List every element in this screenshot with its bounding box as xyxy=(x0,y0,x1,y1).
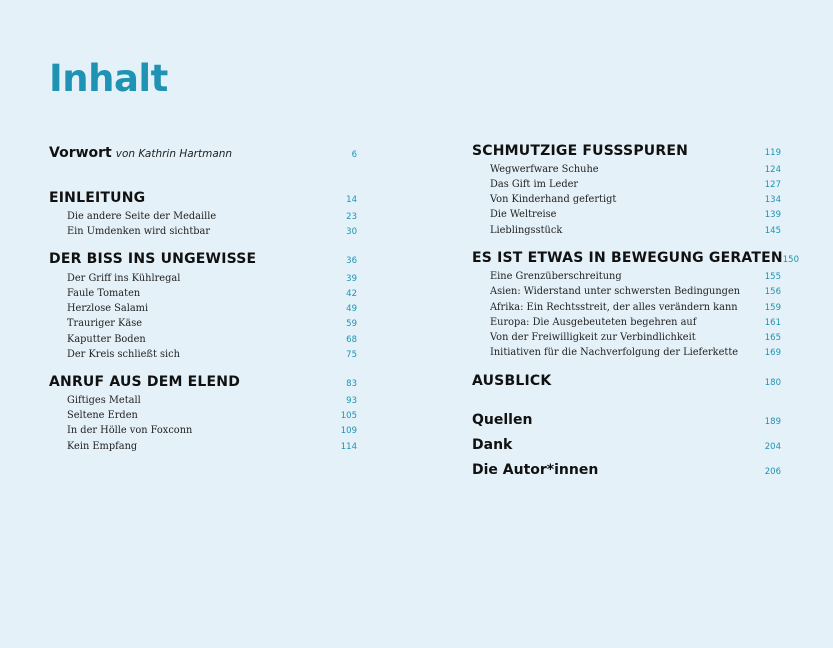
toc-entry-quellen[interactable] xyxy=(472,412,781,428)
toc-subentry[interactable] xyxy=(49,211,357,222)
page-number: 59 xyxy=(346,319,357,329)
toc-chapter[interactable] xyxy=(49,251,357,267)
page-title: Inhalt xyxy=(49,57,168,100)
toc-subentry-label: Lieblingsstück xyxy=(490,225,563,236)
page-number: 127 xyxy=(764,180,781,190)
toc-subentry-label: Europa: Die Ausgebeuteten begehren auf xyxy=(490,317,697,328)
toc-subentry-label: Initiativen für die Nachverfolgung der Lieferkette xyxy=(490,347,739,358)
toc-heading: AUSBLICK xyxy=(472,373,552,389)
page-number: 134 xyxy=(764,195,781,205)
toc-subentry-label: In der Hölle von Foxconn xyxy=(67,425,193,436)
page-number: 165 xyxy=(764,333,781,343)
toc-subentry[interactable] xyxy=(472,271,781,282)
toc-subentry[interactable] xyxy=(472,209,781,220)
page-number: 161 xyxy=(764,318,781,328)
toc-heading: EINLEITUNG xyxy=(49,190,146,206)
page-number: 23 xyxy=(346,212,357,222)
toc-subentry-label: Wegwerfware Schuhe xyxy=(490,164,599,175)
page-number: 83 xyxy=(346,379,357,389)
toc-subentry-label: Die Weltreise xyxy=(490,209,557,220)
toc-heading: Die Autor*innen xyxy=(472,462,599,478)
toc-chapter[interactable] xyxy=(472,373,781,389)
toc-entry-dank[interactable] xyxy=(472,437,781,453)
page-number: 180 xyxy=(764,378,781,388)
toc-subentry[interactable] xyxy=(49,410,357,421)
toc-heading: SCHMUTZIGE FUSSSPUREN xyxy=(472,143,689,159)
toc-subentry[interactable] xyxy=(49,303,357,314)
page-number: 150 xyxy=(782,255,799,265)
toc-heading-author: von Kathrin Hartmann xyxy=(115,148,233,160)
toc-subentry-label: Trauriger Käse xyxy=(67,318,143,329)
toc-heading: Vorwort xyxy=(49,145,112,161)
toc-subentry-label: Von Kinderhand gefertigt xyxy=(490,194,617,205)
page-number: 42 xyxy=(346,289,357,299)
toc-subentry[interactable] xyxy=(472,179,781,190)
toc-entry-vorwort[interactable] xyxy=(49,145,357,161)
toc-subentry-label: Das Gift im Leder xyxy=(490,179,579,190)
page-number: 155 xyxy=(764,272,781,282)
toc-subentry[interactable] xyxy=(49,226,357,237)
toc-subentry-label: Kaputter Boden xyxy=(67,334,146,345)
page-number: 36 xyxy=(346,256,357,266)
toc-subentry[interactable] xyxy=(472,317,781,328)
toc-subentry[interactable] xyxy=(49,425,357,436)
toc-subentry[interactable] xyxy=(472,225,781,236)
toc-heading: Dank xyxy=(472,437,513,453)
page-number: 159 xyxy=(764,303,781,313)
toc-subentry[interactable] xyxy=(472,347,781,358)
toc-subentry-label: Afrika: Ein Rechtsstreit, der alles verändern kann xyxy=(490,302,738,313)
toc-chapter[interactable] xyxy=(472,250,799,266)
page-number: 145 xyxy=(764,226,781,236)
toc-subentry-label: Faule Tomaten xyxy=(67,288,141,299)
toc-subentry-label: Der Kreis schließt sich xyxy=(67,349,180,360)
toc-subentry[interactable] xyxy=(472,286,781,297)
toc-subentry-label: Von der Freiwilligkeit zur Verbindlichkeit xyxy=(490,332,696,343)
page-number: 93 xyxy=(346,396,357,406)
toc-subentry[interactable] xyxy=(49,288,357,299)
toc-subentry[interactable] xyxy=(472,332,781,343)
toc-subentry-label: Die andere Seite der Medaille xyxy=(67,211,217,222)
toc-heading: DER BISS INS UNGEWISSE xyxy=(49,251,257,267)
toc-chapter[interactable] xyxy=(49,190,357,206)
page-number: 189 xyxy=(764,417,781,427)
toc-subentry-label: Kein Empfang xyxy=(67,441,138,452)
page-number: 119 xyxy=(764,148,781,158)
page-number: 206 xyxy=(764,467,781,477)
toc-subentry[interactable] xyxy=(49,273,357,284)
toc-subentry-label: Herzlose Salami xyxy=(67,303,149,314)
toc-chapter[interactable] xyxy=(49,374,357,390)
page-number: 39 xyxy=(346,274,357,284)
toc-subentry-label: Asien: Widerstand unter schwersten Bedingungen xyxy=(490,286,741,297)
toc-chapter[interactable] xyxy=(472,143,781,159)
page-number: 204 xyxy=(764,442,781,452)
page-number: 124 xyxy=(764,165,781,175)
page-number: 75 xyxy=(346,350,357,360)
page-number: 30 xyxy=(346,227,357,237)
toc-subentry-label: Eine Grenzüberschreitung xyxy=(490,271,622,282)
toc-subentry[interactable] xyxy=(49,318,357,329)
toc-heading: Quellen xyxy=(472,412,533,428)
toc-subentry[interactable] xyxy=(49,349,357,360)
page-number: 14 xyxy=(346,195,357,205)
page-number: 105 xyxy=(340,411,357,421)
toc-subentry[interactable] xyxy=(472,302,781,313)
toc-subentry-label: Seltene Erden xyxy=(67,410,138,421)
toc-subentry-label: Ein Umdenken wird sichtbar xyxy=(67,226,211,237)
toc-subentry[interactable] xyxy=(49,395,357,406)
page-number: 139 xyxy=(764,210,781,220)
toc-heading: ANRUF AUS DEM ELEND xyxy=(49,374,241,390)
page-number: 109 xyxy=(340,426,357,436)
page-number: 169 xyxy=(764,348,781,358)
toc-subentry-label: Giftiges Metall xyxy=(67,395,141,406)
toc-subentry[interactable] xyxy=(49,441,357,452)
page-number: 6 xyxy=(351,150,357,160)
page-number: 68 xyxy=(346,335,357,345)
page-number: 114 xyxy=(340,442,357,452)
toc-subentry[interactable] xyxy=(472,164,781,175)
toc-heading: ES IST ETWAS IN BEWEGUNG GERATEN xyxy=(472,250,783,266)
toc-entry-autorinnen[interactable] xyxy=(472,462,781,478)
toc-subentry[interactable] xyxy=(472,194,781,205)
page-number: 156 xyxy=(764,287,781,297)
toc-subentry[interactable] xyxy=(49,334,357,345)
page-number: 49 xyxy=(346,304,357,314)
toc-subentry-label: Der Griff ins Kühlregal xyxy=(67,273,181,284)
